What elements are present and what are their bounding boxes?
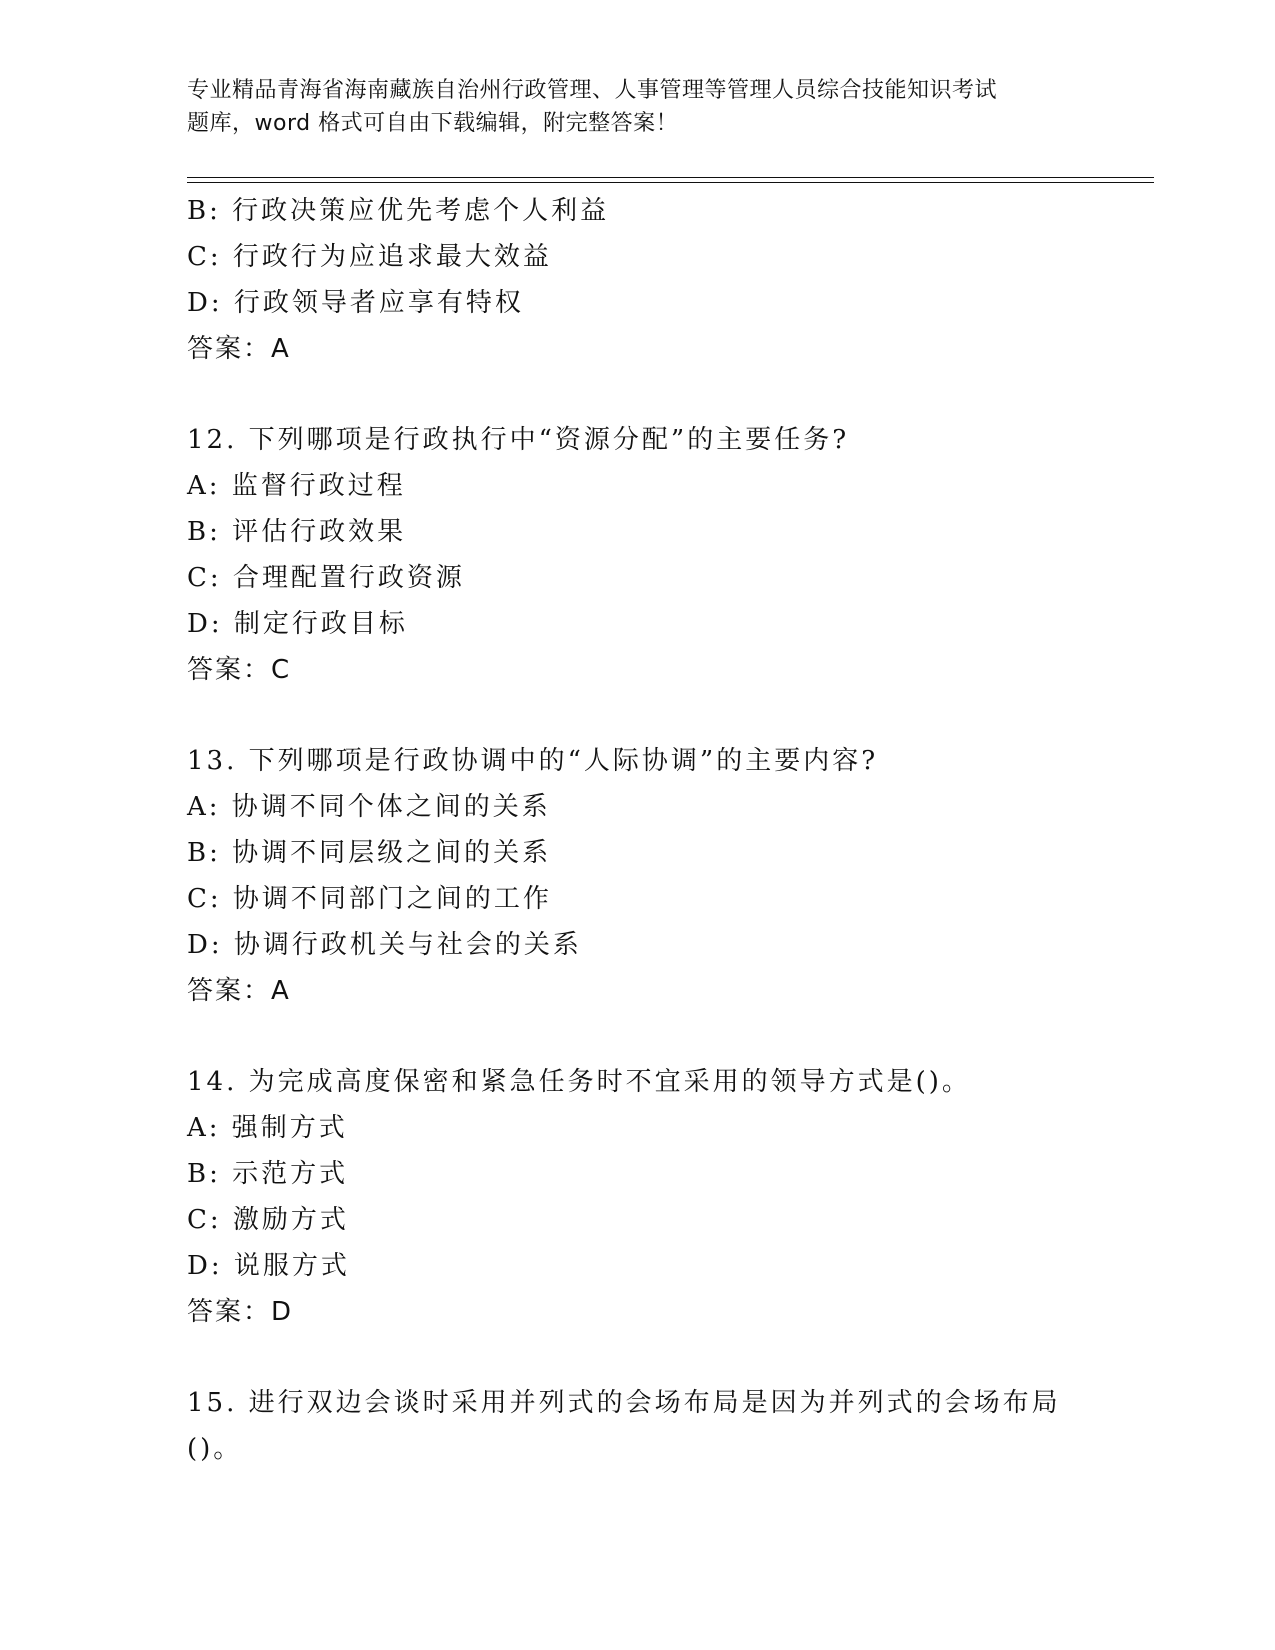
header-divider-top xyxy=(187,177,1154,178)
question-13 xyxy=(187,738,1147,1014)
answer-line: 答案：C xyxy=(187,655,292,685)
document-header xyxy=(187,74,1087,140)
option-a: A: 监督行政过程 xyxy=(187,471,406,501)
option-d: D: 说服方式 xyxy=(187,1251,350,1281)
option-b: B: 协调不同层级之间的关系 xyxy=(187,838,552,868)
option-c: C: 行政行为应追求最大效益 xyxy=(187,242,552,272)
question-11-continued xyxy=(187,188,1147,372)
question-stem: 15. 进行双边会谈时采用并列式的会场布局是因为并列式的会场布局 xyxy=(187,1388,1061,1418)
header-line-1: 专业精品青海省海南藏族自治州行政管理、人事管理等管理人员综合技能知识考试 xyxy=(187,78,998,103)
option-d: D: 行政领导者应享有特权 xyxy=(187,288,524,318)
option-d: D: 协调行政机关与社会的关系 xyxy=(187,930,582,960)
question-12 xyxy=(187,417,1147,693)
spacer xyxy=(187,693,1147,738)
question-stem: 12. 下列哪项是行政执行中“资源分配”的主要任务? xyxy=(187,425,850,455)
answer-line: 答案：A xyxy=(187,334,291,364)
option-a: A: 强制方式 xyxy=(187,1113,348,1143)
question-list xyxy=(187,188,1147,1472)
spacer xyxy=(187,1335,1147,1380)
option-b: B: 评估行政效果 xyxy=(187,517,407,547)
question-stem: 14. 为完成高度保密和紧急任务时不宜采用的领导方式是()。 xyxy=(187,1067,971,1097)
question-stem-continued: ()。 xyxy=(187,1434,243,1464)
question-14 xyxy=(187,1059,1147,1335)
question-15 xyxy=(187,1380,1147,1472)
option-c: C: 合理配置行政资源 xyxy=(187,563,465,593)
spacer xyxy=(187,372,1147,417)
answer-line: 答案：A xyxy=(187,976,291,1006)
answer-line: 答案：D xyxy=(187,1297,294,1327)
option-b: B: 行政决策应优先考虑个人利益 xyxy=(187,196,610,226)
option-b: B: 示范方式 xyxy=(187,1159,349,1189)
header-line-2: 题库，word 格式可自由下载编辑，附完整答案！ xyxy=(187,111,679,136)
header-divider-bottom xyxy=(187,182,1154,183)
spacer xyxy=(187,1014,1147,1059)
question-stem: 13. 下列哪项是行政协调中的“人际协调”的主要内容? xyxy=(187,746,879,776)
option-c: C: 激励方式 xyxy=(187,1205,349,1235)
option-a: A: 协调不同个体之间的关系 xyxy=(187,792,551,822)
option-d: D: 制定行政目标 xyxy=(187,609,408,639)
option-c: C: 协调不同部门之间的工作 xyxy=(187,884,552,914)
